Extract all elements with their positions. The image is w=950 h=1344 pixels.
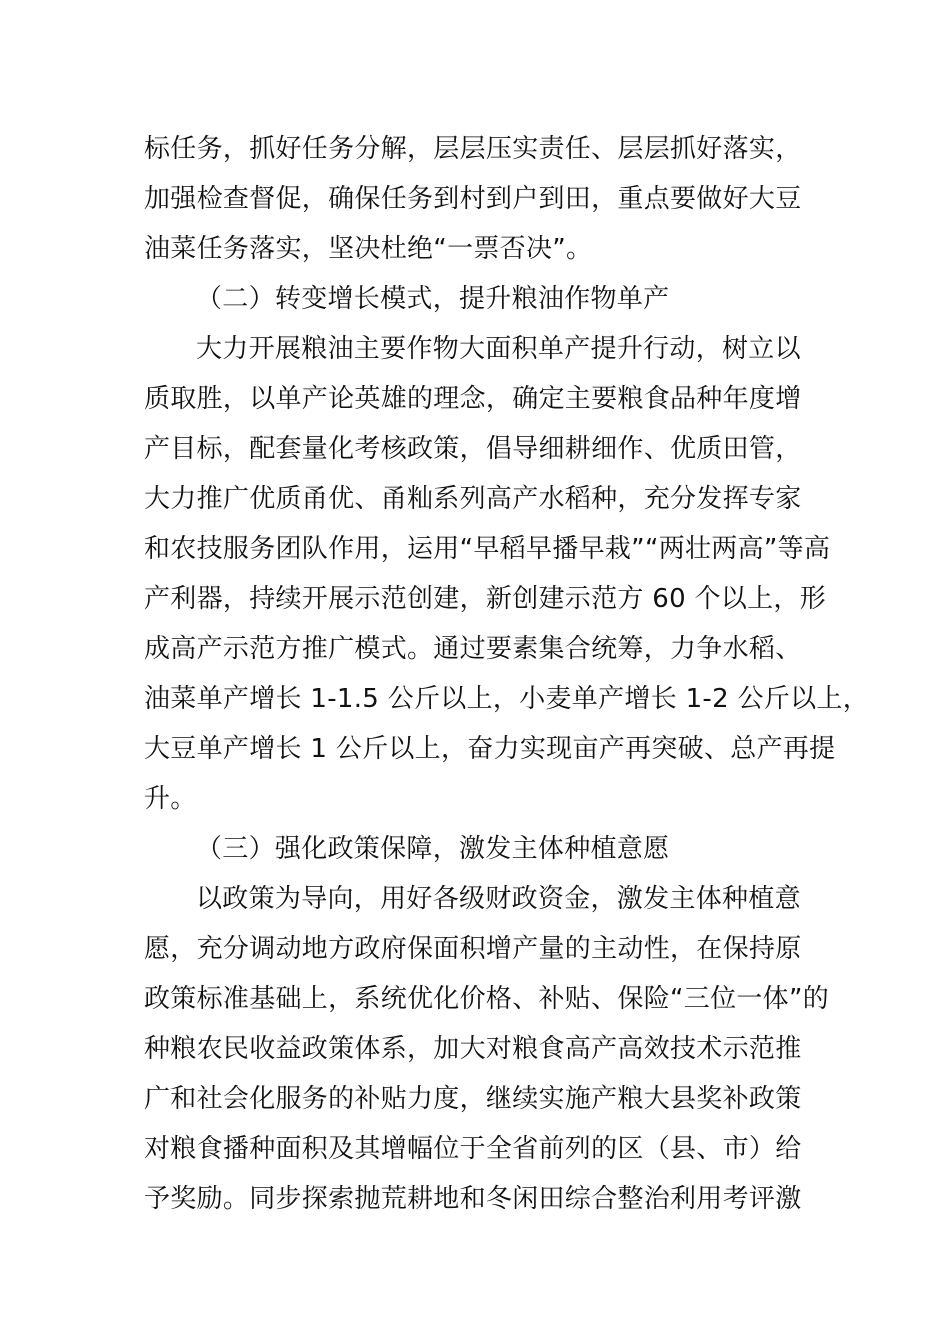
text-line: 对粮食播种面积及其增幅位于全省前列的区（县、市）给	[144, 1134, 802, 1164]
text-line: 升。	[144, 784, 197, 814]
text-line: 广和社会化服务的补贴力度，继续实施产粮大县奖补政策	[144, 1084, 802, 1114]
text-line: 予奖励。同步探索抛荒耕地和冬闲田综合整治利用考评激	[144, 1184, 802, 1214]
text-line: 油菜任务落实，坚决杜绝“一票否决”。	[144, 234, 593, 264]
text-line: 产目标，配套量化考核政策，倡导细耕细作、优质田管，	[144, 434, 802, 464]
section-heading-2: （二）转变增长模式，提升粮油作物单产	[196, 284, 670, 314]
text-line: 标任务，抓好任务分解，层层压实责任、层层抓好落实，	[144, 134, 802, 164]
text-line: 种粮农民收益政策体系，加大对粮食高产高效技术示范推	[144, 1034, 802, 1064]
text-line: 加强检查督促，确保任务到村到户到田，重点要做好大豆	[144, 184, 802, 214]
text-line: 油菜单产增长 1-1.5 公斤以上，小麦单产增长 1-2 公斤以上，	[144, 684, 869, 714]
text-line: 成高产示范方推广模式。通过要素集合统筹，力争水稻、	[144, 634, 802, 664]
text-line: 以政策为导向，用好各级财政资金，激发主体种植意	[196, 884, 801, 914]
text-line: 大力开展粮油主要作物大面积单产提升行动，树立以	[196, 334, 801, 364]
text-line: 政策标准基础上，系统优化价格、补贴、保险“三位一体”的	[144, 984, 830, 1014]
text-line: 产利器，持续开展示范创建，新创建示范方 60 个以上，形	[144, 584, 827, 614]
text-line: 和农技服务团队作用，运用“早稻早播早栽”“两壮两高”等高	[144, 534, 831, 564]
text-line: 质取胜，以单产论英雄的理念，确定主要粮食品种年度增	[144, 384, 802, 414]
text-line: 大豆单产增长 1 公斤以上，奋力实现亩产再突破、总产再提	[144, 734, 836, 764]
section-heading-3: （三）强化政策保障，激发主体种植意愿	[196, 834, 670, 864]
text-line: 愿，充分调动地方政府保面积增产量的主动性，在保持原	[144, 934, 802, 964]
text-line: 大力推广优质甬优、甬籼系列高产水稻种，充分发挥专家	[144, 484, 802, 514]
